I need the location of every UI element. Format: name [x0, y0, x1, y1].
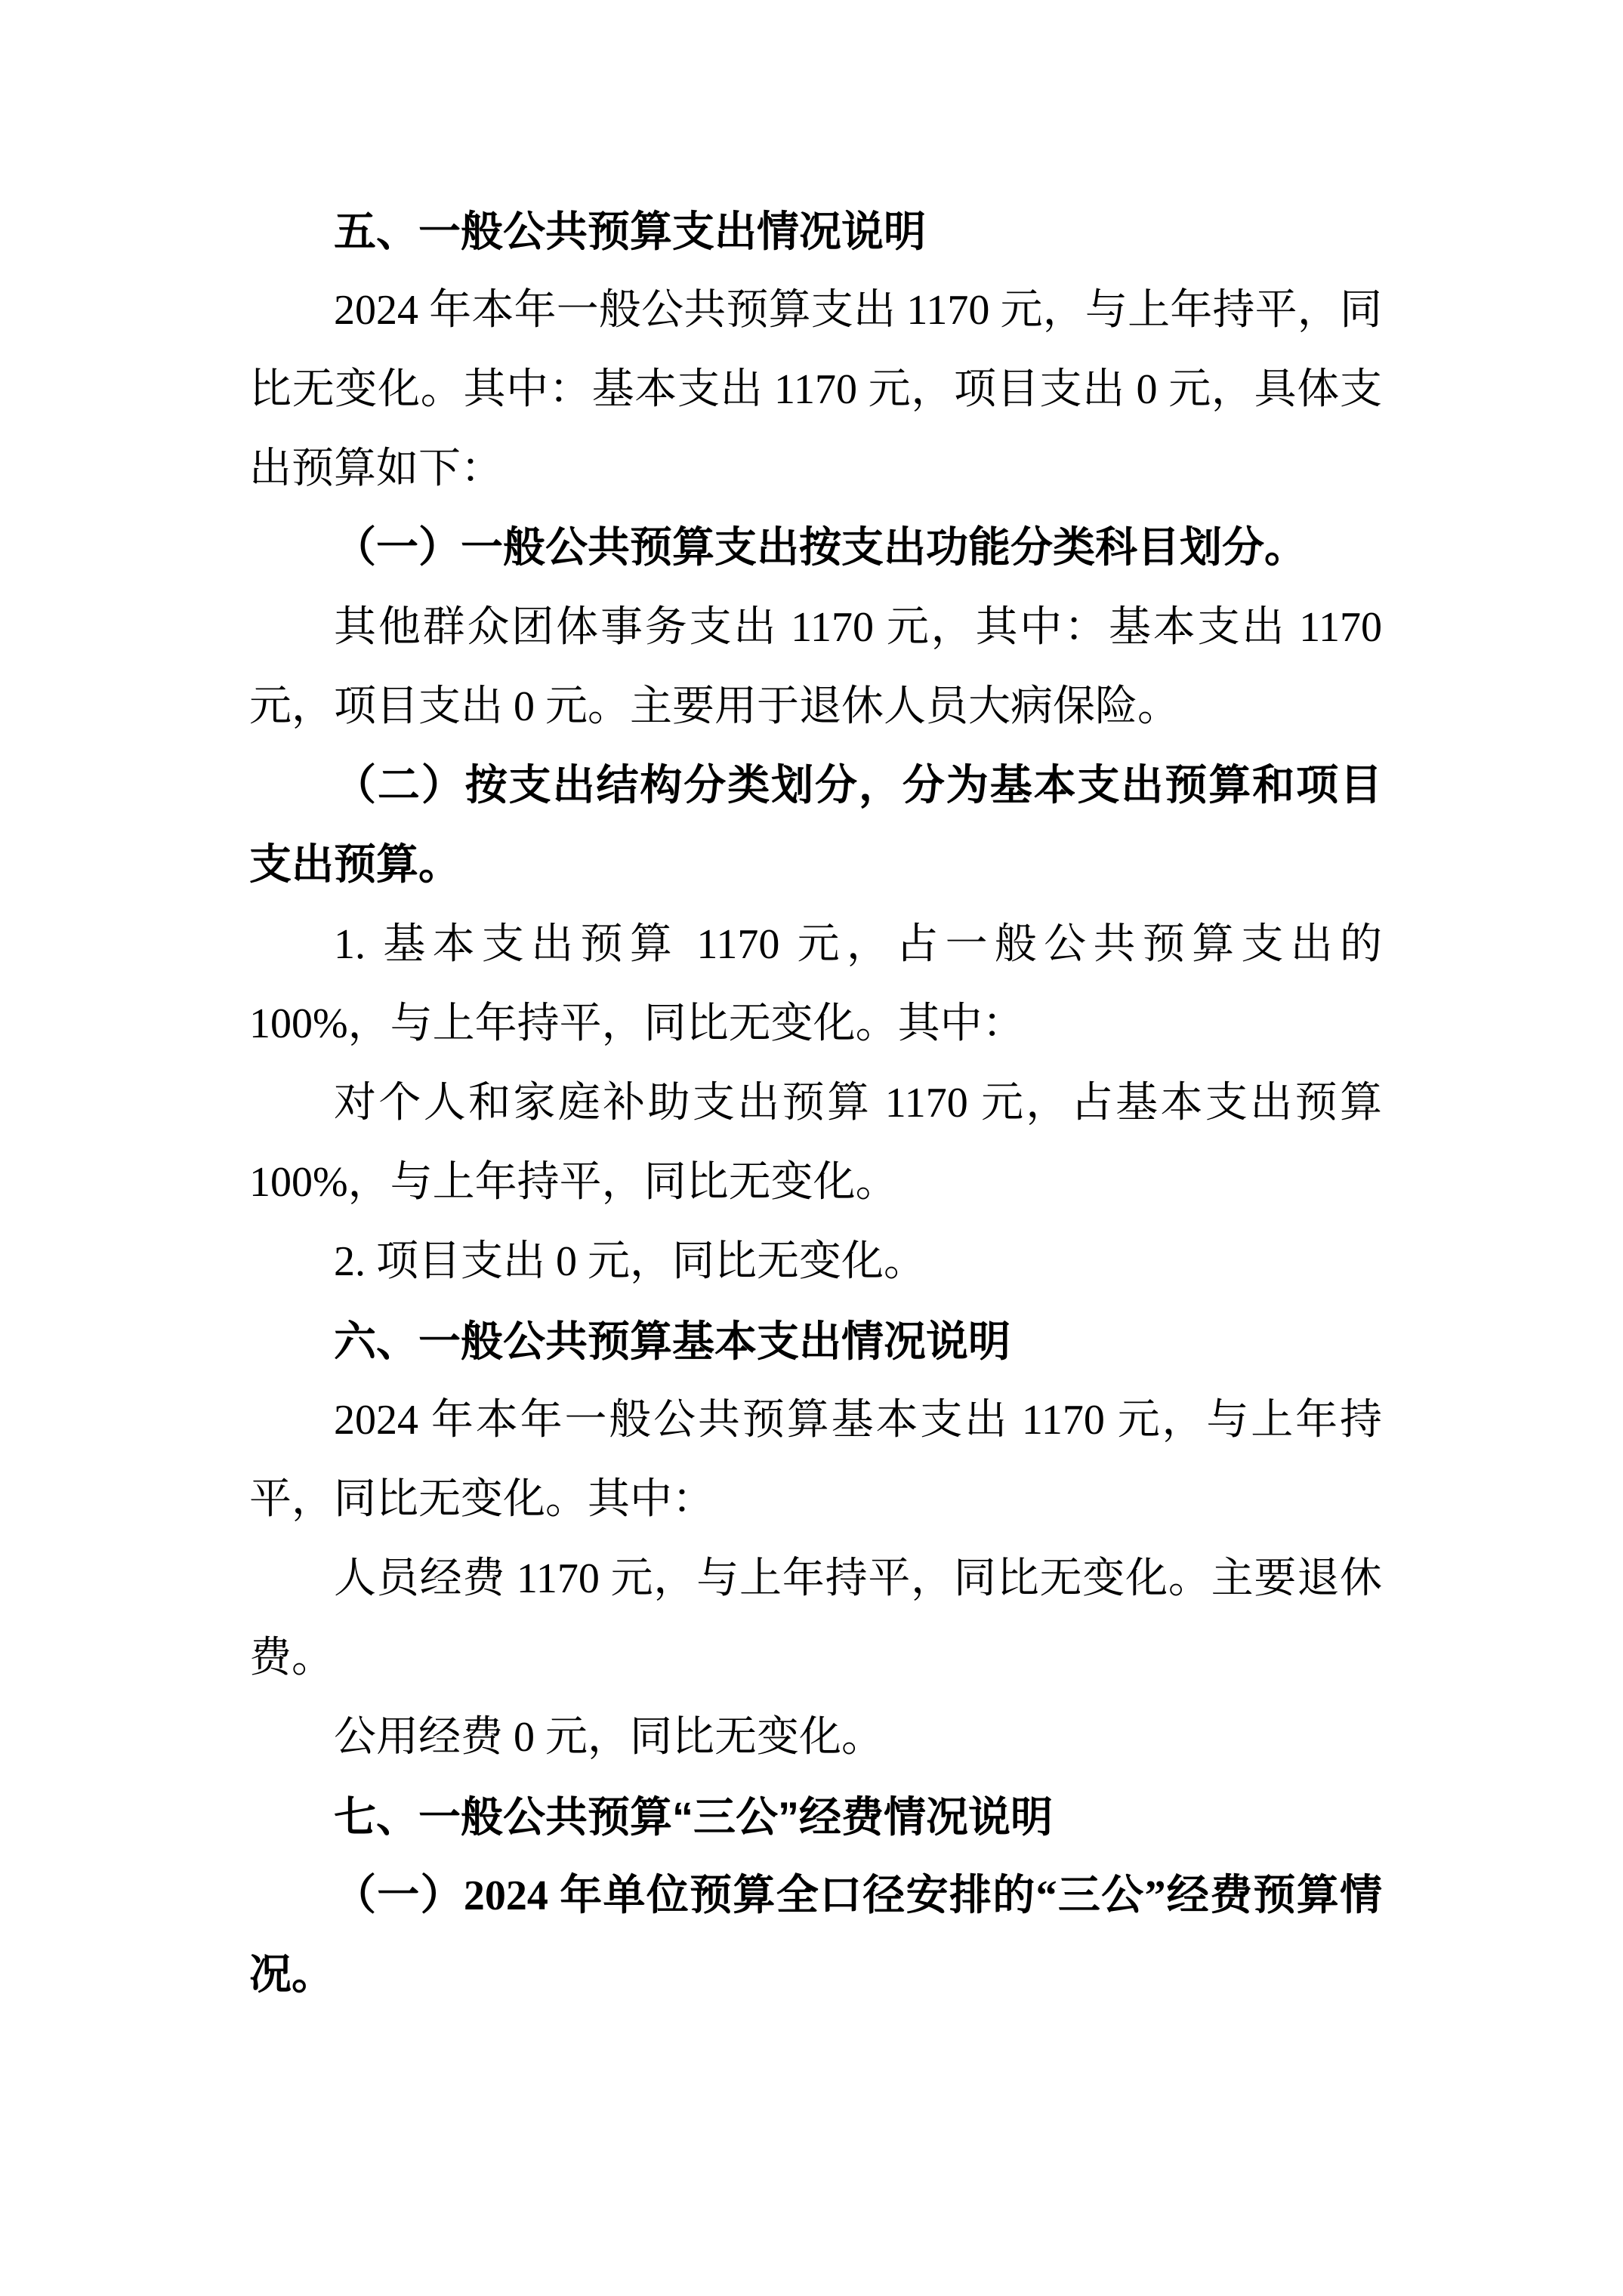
sub-heading: （一）一般公共预算支出按支出功能分类科目划分。	[334, 525, 1307, 572]
body-paragraph: 人员经费 1170 元，与上年持平，同比无变化。主要退休费。	[249, 1555, 1382, 1681]
body-paragraph: 2024 年本年一般公共预算支出 1170 元，与上年持平，同比无变化。其中：基本支出 1170 元，项目支出 0 元，具体支出预算如下：	[249, 287, 1382, 492]
body-paragraph: 1. 基本支出预算 1170 元，占一般公共预算支出的 100%，与上年持平，同比无变化。其中：	[249, 921, 1382, 1047]
body-paragraph: 对个人和家庭补助支出预算 1170 元，占基本支出预算 100%，与上年持平，同比无变化。	[249, 1080, 1382, 1206]
body-paragraph: 公用经费 0 元，同比无变化。	[334, 1714, 884, 1761]
section-heading: 五、一般公共预算支出情况说明	[334, 208, 926, 255]
sub-heading: （一）2024 年单位预算全口径安排的“三公”经费预算情况。	[249, 1872, 1382, 1999]
body-paragraph: 2024 年本年一般公共预算基本支出 1170 元，与上年持平，同比无变化。其中：	[249, 1397, 1382, 1523]
body-paragraph: 其他群众团体事务支出 1170 元，其中：基本支出 1170 元，项目支出 0 元。主要用于退休人员大病保险。	[249, 604, 1382, 730]
body-paragraph: 2. 项目支出 0 元，同比无变化。	[334, 1238, 926, 1285]
section-heading: 六、一般公共预算基本支出情况说明	[334, 1318, 1011, 1365]
section-heading: 七、一般公共预算“三公”经费情况说明	[334, 1793, 1053, 1841]
document-content	[249, 192, 1382, 2015]
sub-heading: （二）按支出结构分类划分，分为基本支出预算和项目支出预算。	[249, 763, 1382, 889]
